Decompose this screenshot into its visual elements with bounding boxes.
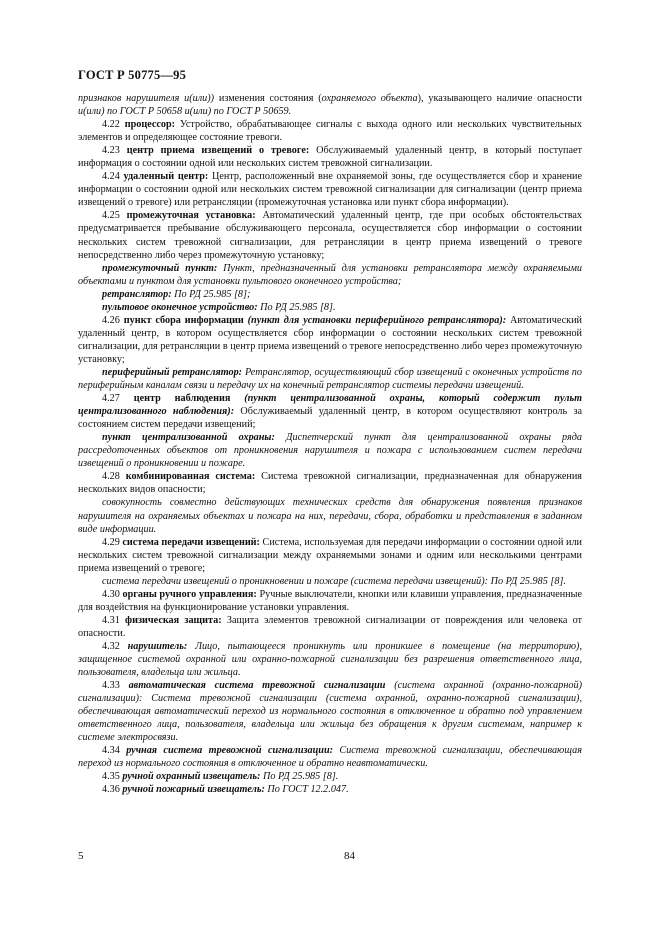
paragraph: [78, 744, 582, 770]
term-label: система передачи извещений:: [122, 536, 260, 548]
text-run: 4.34: [102, 745, 127, 757]
paragraph: [78, 470, 582, 496]
document-header: ГОСТ Р 50775—95: [78, 68, 187, 82]
term-label: ручной пожарный извещатель:: [122, 784, 265, 796]
text-run: Ретранслятор, осуществляющий сбор извещений с оконечных устройств по периферийным каналам связи и передачу их на конечный ретранслятор системы передачи извещений.: [78, 366, 582, 392]
term-label: ручной охранный извещатель:: [122, 771, 261, 783]
text-run: 4.35: [102, 771, 123, 783]
text-run: Обслуживаемый удаленный центр, в котором осуществляют контроль за состоянием систем передачи извещений;: [78, 406, 583, 431]
paragraph: [78, 431, 582, 470]
text-run: 4.22: [102, 119, 125, 131]
text-run: 4.32: [102, 640, 128, 652]
paragraph: [78, 170, 582, 209]
term-label: промежуточный пункт:: [102, 262, 218, 274]
paragraph: [78, 288, 582, 301]
term-label: (пункт централизованной охраны, который содержит пульт централизованного наблюдения):: [78, 393, 583, 418]
paragraph: [78, 575, 582, 588]
text-run: Ручные выключатели, кнопки или клавиши управления, предназначенные для воздействия на функционирование установки управления.: [78, 588, 582, 613]
text-run: и(или) по ГОСТ Р 50658 и(или) по ГОСТ Р 50659.: [78, 106, 292, 118]
text-run: Автоматический удаленный центр, в котором осуществляется сбор информации о состоянии нескольких систем тревожной сигнализации, для ретрансляции в центр приема извещений о тревоге непосредственно либо через промежуточную установку;: [78, 314, 582, 365]
paragraph: [78, 614, 582, 640]
text-run: По РД 25.985 [8].: [260, 771, 339, 783]
text-run: Автоматический удаленный центр, где при особых обстоятельствах предусматривается пребывание обслуживающего персонала, осуществляется сбор информации о состоянии нескольких систем тревожной сигнализации, для ретрансляции в центр приема извещений о тревоге непосредственно либо через промежуточную установку;: [78, 210, 582, 261]
text-run: 4.27: [102, 393, 134, 405]
paragraph: [78, 496, 582, 535]
text-run: Защита элементов тревожной сигнализации от повреждения или человека от опасности.: [78, 614, 583, 639]
text-run: Устройство, обрабатывающее сигналы с выхода одного или нескольких чувствительных элементов и определяющее состояние тревоги.: [78, 119, 583, 144]
term-label: физическая защита:: [125, 614, 222, 626]
text-run: 4.24: [102, 171, 124, 183]
paragraph: [78, 118, 582, 144]
text-run: 4.28: [102, 471, 126, 483]
paragraph: [78, 144, 582, 170]
text-run: Лицо, пытающееся проникнуть или проникшее в помещение (на территорию), защищенное системой охранной или охранно-пожарной сигнализации без разрешения ответственного лица, пользователя, владельца или жильца.: [78, 640, 582, 679]
paragraph: [78, 770, 582, 783]
text-run: Центр, расположенный вне охраняемой зоны, где осуществляется сбор и хранение информации о состоянии одной или нескольких систем тревожной сигнализации для сигнализации (центр приема извещений о тревоге) или ретрансляции (промежуточная установка или пункт сбора информации).: [78, 171, 583, 209]
term-label: комбинированная система:: [125, 471, 256, 483]
text-run: По РД 25.985 [8].: [257, 301, 336, 313]
page-number: 5: [78, 850, 84, 862]
paragraph: [78, 314, 582, 366]
paragraph: [78, 262, 582, 288]
text-run: 4.33: [102, 680, 129, 692]
text-run: охраняемого объекта: [321, 93, 418, 104]
sheet-number: 84: [344, 850, 355, 862]
text-run: Система тревожной сигнализации, обеспечивающая переход из нормального состояния в отключенное и обратно неавтоматически.: [78, 745, 583, 770]
term-label: органы ручного управления:: [122, 588, 257, 600]
text-run: совокупность совместно действующих технических средств для обнаружения появления признаков нарушителя на охраняемых объектах и пожара на них, передачи, сбора, обработки и представления в заданном виде информации.: [78, 497, 582, 535]
text-run: изменения состояния (: [214, 93, 322, 104]
text-run: 4.29: [102, 536, 123, 548]
text-run: Обслуживаемый удаленный центр, в который поступает информация о состоянии одной или нескольких систем тревожной сигнализации.: [78, 145, 583, 170]
text-run: 4.36: [102, 784, 123, 796]
paragraph: [78, 640, 582, 679]
text-run: (система охранной (охранно-пожарной) сигнализации): Система тревожной сигнализации (система охранной, охранно-пожарной сигнализации), обеспечивающая автоматический переход из нормального состояния в отключенное и обратно под управлением ответственного лица, пользователя, владельца или жильца без обращения к другим системам, например к системе электросвязи.: [78, 680, 583, 744]
term-label: периферийный ретранслятор:: [102, 366, 243, 378]
text-run: ), указывающего наличие опасности: [417, 93, 582, 104]
text-run: По ГОСТ 12.2.047.: [264, 784, 349, 796]
term-label: центр наблюдения: [133, 393, 231, 405]
paragraph: [78, 301, 582, 314]
text-run: 4.26: [102, 314, 124, 326]
term-label: центр приема извещений о тревоге:: [126, 145, 310, 157]
paragraph: [78, 366, 582, 392]
term-label: нарушитель:: [127, 640, 188, 652]
text-run: система передачи извещений о проникновении и пожаре (система передачи извещений): По РД 25.985 [8].: [102, 575, 566, 587]
text-run: Диспетчерский пункт для централизованной охраны ряда рассредоточенных объектов от проникновения нарушителя и пожара с использованием систем передачи извещений о проникновении и пожаре.: [78, 432, 582, 470]
paragraph: [78, 209, 582, 261]
term-label: автоматическая система тревожной сигнализации: [128, 680, 386, 692]
term-label: процессор:: [124, 119, 176, 131]
text-run: 4.30: [102, 588, 123, 600]
text-run: 4.31: [102, 614, 126, 626]
term-label: пункт централизованной охраны:: [102, 432, 275, 444]
text-run: [230, 393, 244, 404]
term-label: ручная система тревожной сигнализации:: [126, 745, 334, 757]
text-run: 4.23: [102, 145, 127, 157]
text-run: 4.25: [102, 210, 127, 222]
paragraph: [78, 92, 582, 118]
paragraph: [78, 536, 582, 575]
paragraph: [78, 679, 582, 744]
text-run: По РД 25.985 [8];: [171, 288, 251, 300]
paragraph: [78, 392, 582, 431]
paragraph: [78, 783, 582, 796]
document-body: [78, 92, 582, 797]
paragraph: [78, 588, 582, 614]
text-run: Пункт, предназначенный для установки ретранслятора между охраняемыми объектами и пунктом для установки пультового оконечного устройства;: [78, 262, 583, 287]
text-run: признаков нарушителя и(или)): [78, 93, 215, 104]
text-run: Система тревожной сигнализации, предназначенная для обнаружения нескольких видов опасности;: [78, 471, 582, 496]
text-run: Система, используемая для передачи информации о состоянии одной или нескольких систем тревожной сигнализации между охраняемыми зонами и одним или несколькими центрами приема извещений о тревоге;: [78, 536, 583, 574]
term-label: пункт сбора информации: [123, 314, 244, 326]
term-label: промежуточная установка:: [126, 210, 256, 222]
term-label: ретранслятор:: [102, 288, 172, 300]
term-label: (пункт для установки периферийного ретранслятора):: [247, 314, 507, 326]
term-label: пультовое оконечное устройство:: [102, 301, 258, 313]
term-label: удаленный центр:: [123, 171, 209, 183]
